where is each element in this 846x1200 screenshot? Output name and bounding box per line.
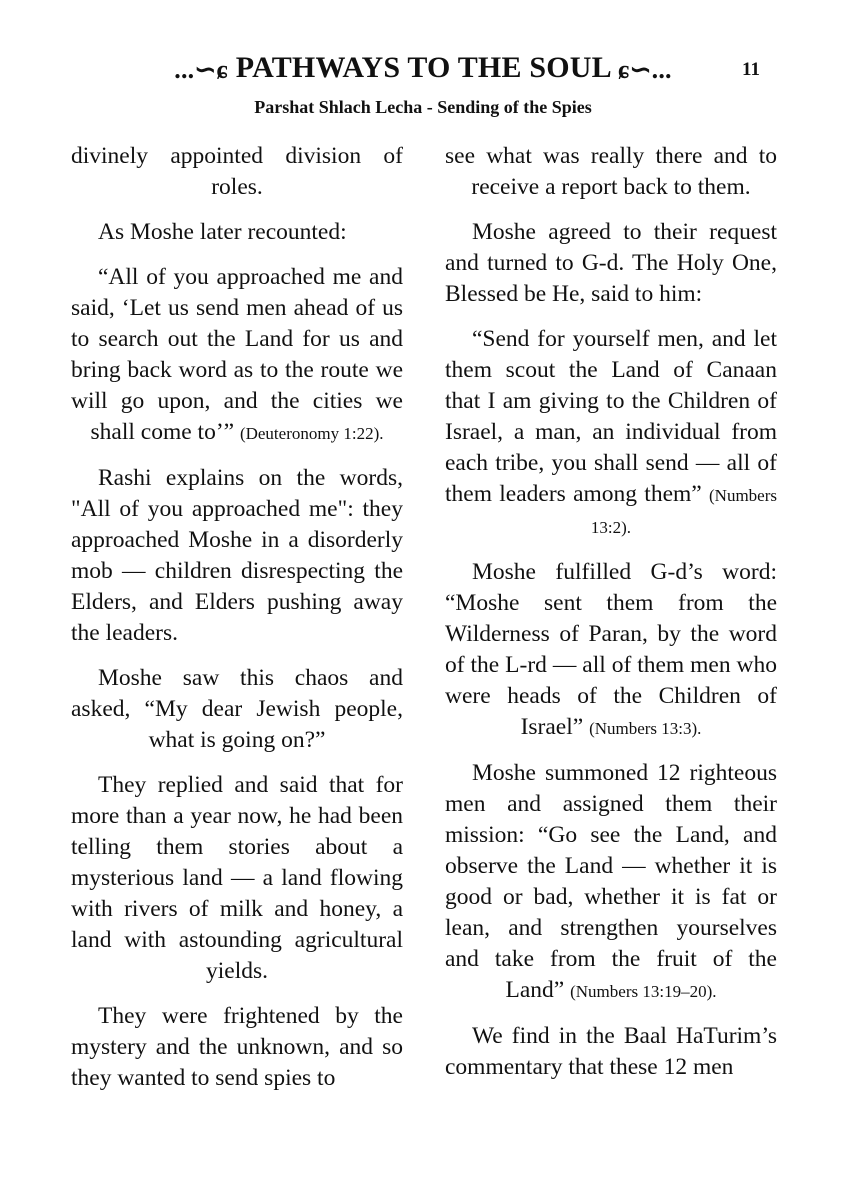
quote-paragraph [445,557,777,744]
paragraph: Moshe agreed to their request and turned to G-d. The Holy One, Blessed be He, said to him: [445,219,777,307]
paragraph: We find in the Baal HaTurim’s commentary that these 12 men [445,1023,777,1080]
book-title: PATHWAYS TO THE SOUL [235,51,611,84]
paragraph: As Moshe later recounted: [98,219,347,245]
quote-paragraph [445,324,777,543]
paragraph: Moshe saw this chaos and asked, “My dear Jewish people, what is going on?” [71,665,403,753]
quote-text: “Send for yourself men, and let them scout the Land of Canaan that I am giving to the Children of Israel, a man, an individual from each tribe, you shall send — all of them leaders among them” [445,326,777,507]
paragraph: Rashi explains on the words, "All of you approached me": they approached Moshe in a disorderly mob — children disrespecting the Elders, and Elders pushing away the leaders. [71,465,403,646]
citation: (Numbers 13:2). [590,486,777,537]
right-column [445,141,777,1097]
paragraph: see what was really there and to receive a report back to them. [445,143,777,200]
quote-text: Moshe fulfilled G-d’s word: “Moshe sent them from the Wilderness of Paran, by the word of the L-rd — all of them men who were heads of the Children of Israel” [445,559,777,740]
paragraph: They were frightened by the mystery and the unknown, and so they wanted to send spies to [71,1003,403,1091]
citation: (Numbers 13:3). [589,719,702,738]
quote-text: Moshe summoned 12 righteous men and assigned them their mission: “Go see the Land, and observe the Land — whether it is good or bad, whether it is fat or lean, and strengthen yourselves and take from the fruit of the Land” [445,760,777,1003]
quote-paragraph [445,758,777,1007]
paragraph: divinely appointed division of roles. [71,143,403,200]
chapter-subtitle: Parshat Shlach Lecha - Sending of the Spies [254,97,592,117]
page-number: 11 [742,59,760,80]
citation: (Numbers 13:19–20). [570,982,717,1001]
ornament-left-icon: ...∽ɕ [174,55,229,85]
paragraph: They replied and said that for more than a year now, he had been telling them stories about a mysterious land — a land flowing with rivers of milk and honey, a land with astounding agricultural yields. [71,772,403,984]
citation: (Deuteronomy 1:22). [239,424,384,443]
quote-text: “All of you approached me and said, ‘Let us send men ahead of us to search out the Land for us and bring back word as to the route we will go upon, and the cities we shall come to’” [71,264,403,445]
left-column [71,141,403,1108]
quote-paragraph [71,262,403,449]
running-title [0,48,846,90]
page-header [0,48,846,88]
ornament-right-icon: ɕ∽... [617,55,672,85]
